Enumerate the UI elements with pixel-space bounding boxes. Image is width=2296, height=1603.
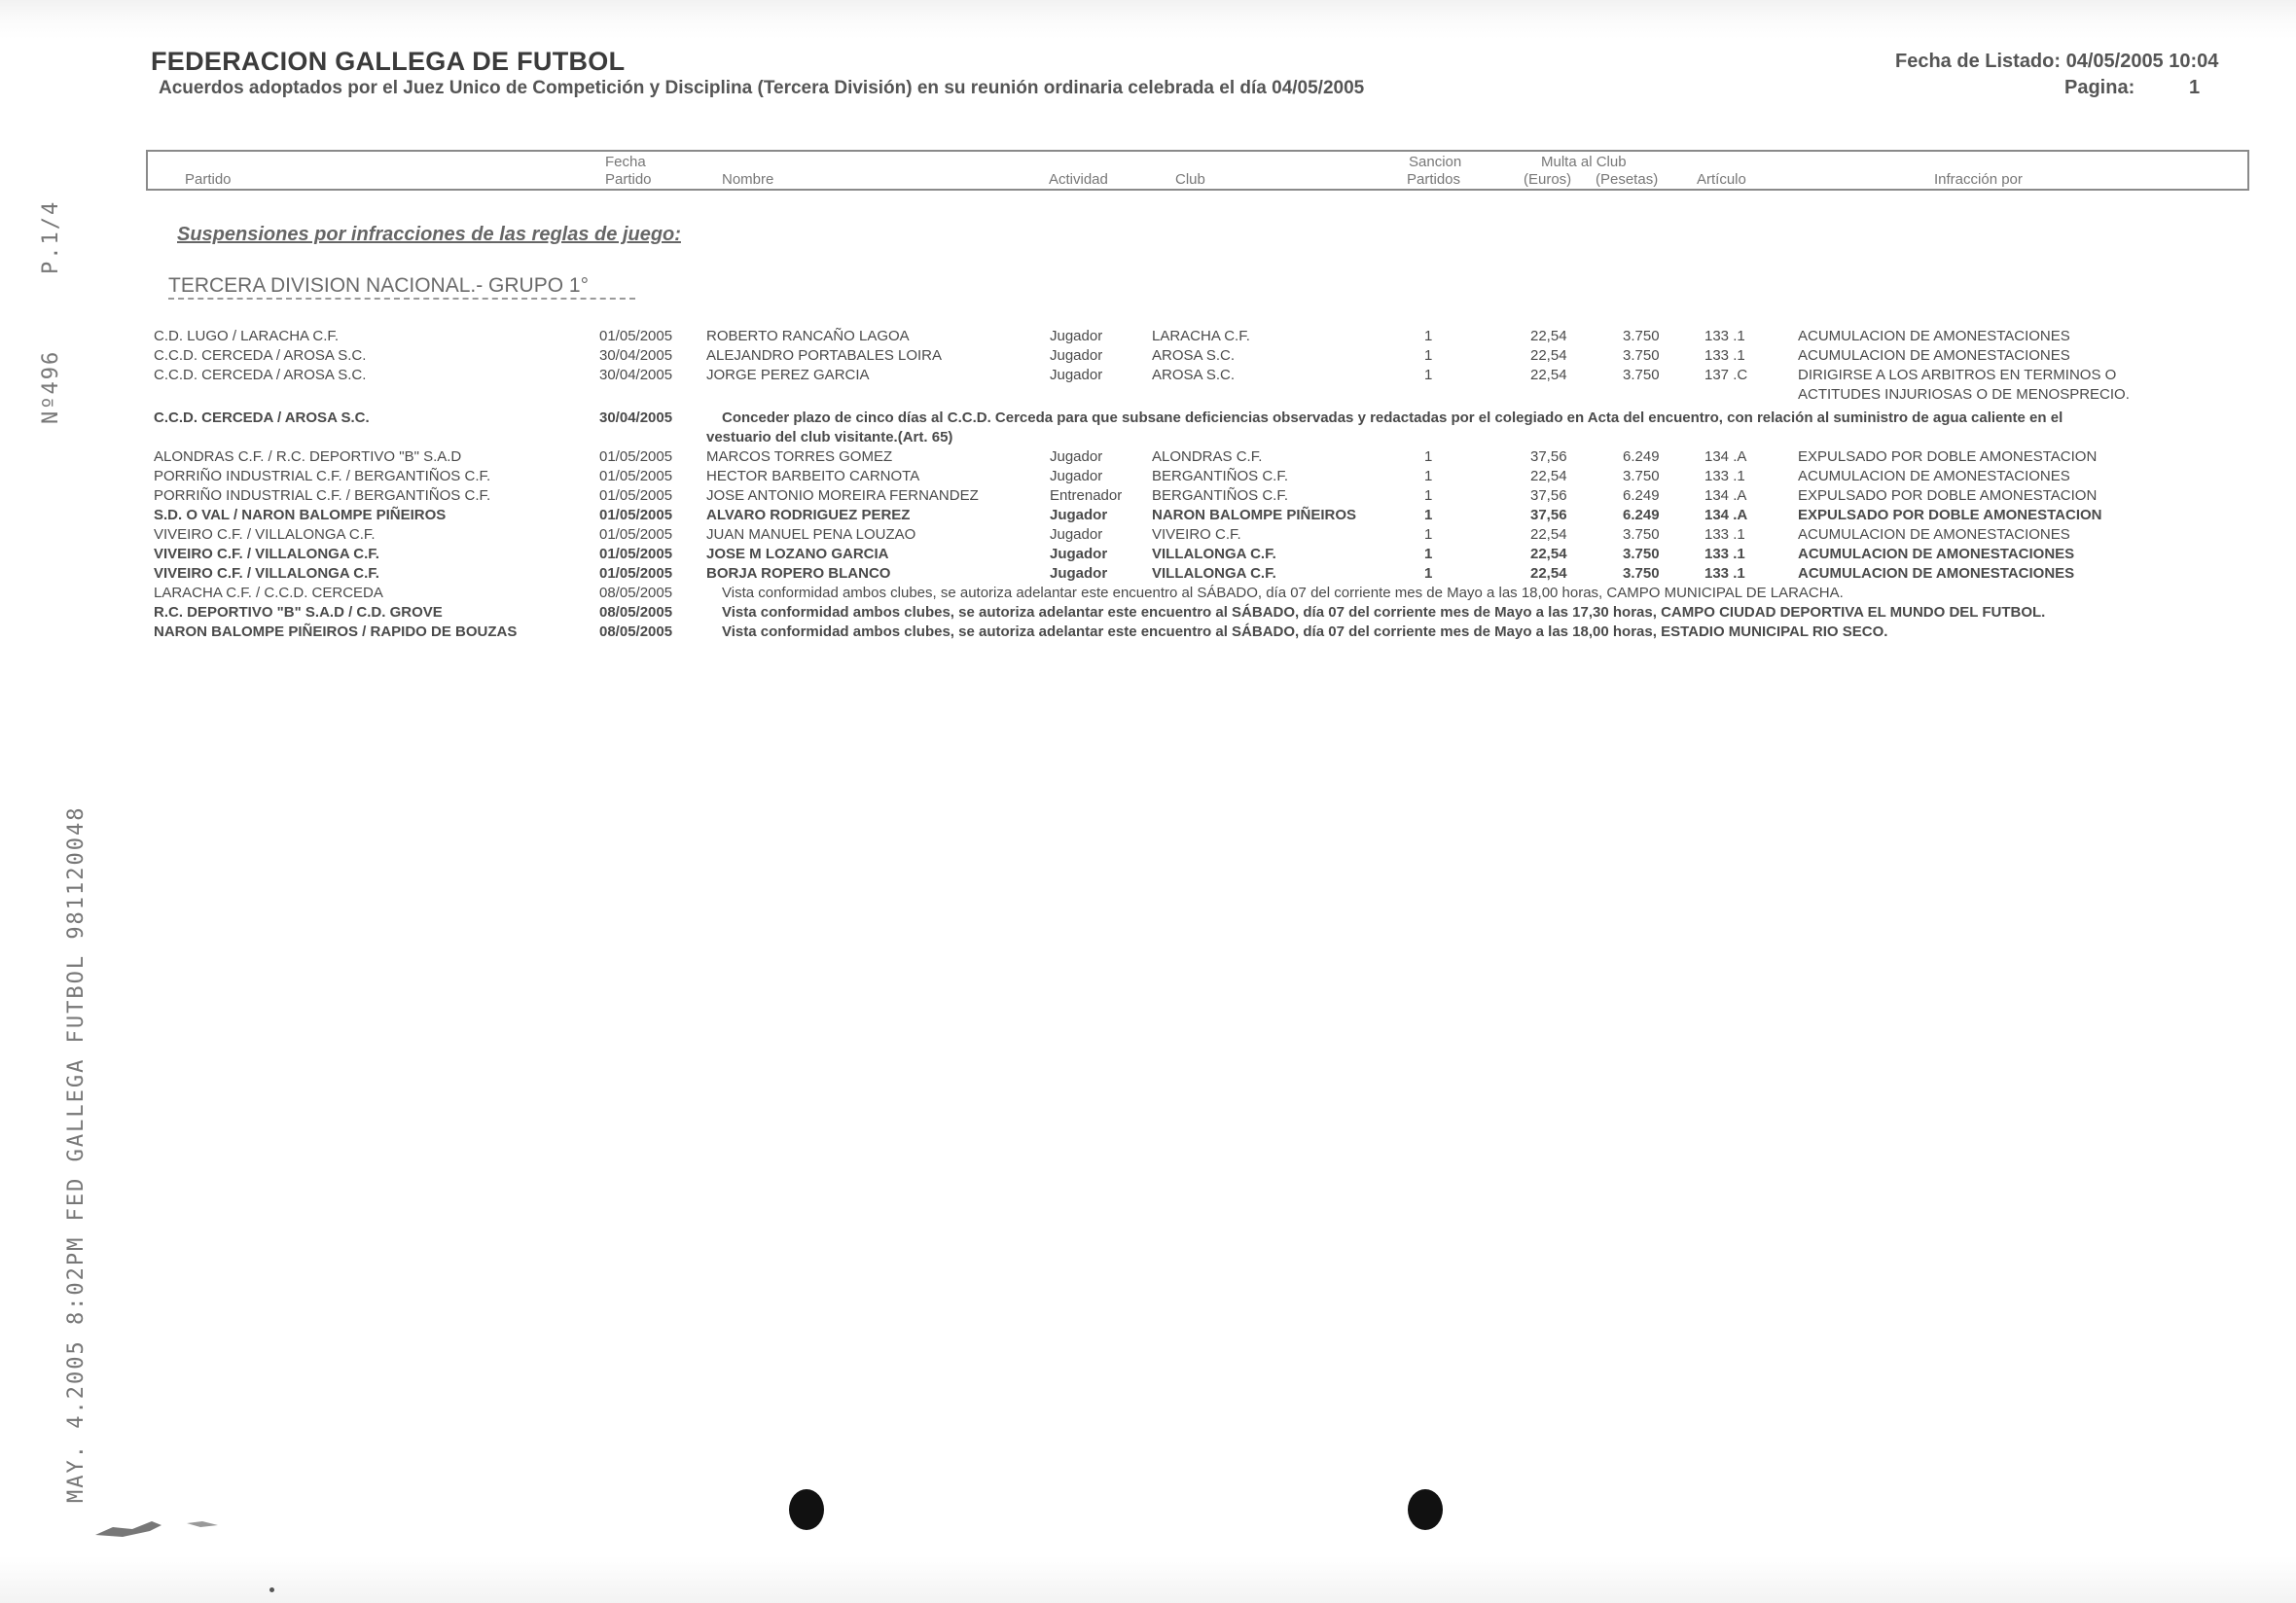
cell-partidos: 1 [1424,487,1433,504]
section-heading: Suspensiones por infracciones de las reglas de juego: [177,224,681,245]
schedule-text: Vista conformidad ambos clubes, se autoriza adelantar este encuentro al SÁBADO, día 07 del corriente mes de Mayo a las 17,30 horas, CAMPO CIUDAD DEPORTIVA EL MUNDO DEL FUTBOL. [722,604,2046,621]
cell-club: NARON BALOMPE PIÑEIROS [1152,507,1357,523]
cell-nombre: ALEJANDRO PORTABALES LOIRA [706,347,943,364]
cell-fecha: 30/04/2005 [599,367,673,383]
cell-partido: R.C. DEPORTIVO "B" S.A.D / C.D. GROVE [154,604,443,621]
page-number: 1 [2189,77,2201,98]
col-multa: Multa al Club [1541,154,1627,170]
cell-fecha: 08/05/2005 [599,623,673,640]
cell-euros: 22,54 [1530,468,1567,484]
cell-fecha: 01/05/2005 [599,487,673,504]
cell-fecha: 01/05/2005 [599,328,673,344]
cell-partido: C.C.D. CERCEDA / AROSA S.C. [154,367,367,383]
column-header-box [146,150,2249,191]
table-row [0,487,2296,507]
cell-euros: 37,56 [1530,507,1567,523]
cell-pesetas: 6.249 [1623,507,1660,523]
table-row [0,328,2296,347]
cell-club: AROSA S.C. [1152,347,1236,364]
cell-actividad: Jugador [1050,347,1103,364]
cell-partido: PORRIÑO INDUSTRIAL C.F. / BERGANTIÑOS C.F. [154,487,491,504]
cell-fecha: 01/05/2005 [599,526,673,543]
cell-partidos: 1 [1424,347,1433,364]
scan-dot-mark [269,1587,274,1592]
cell-euros: 22,54 [1530,546,1567,562]
table-row [0,468,2296,487]
table-row [0,526,2296,546]
cell-actividad: Jugador [1050,328,1103,344]
cell-nombre: BORJA ROPERO BLANCO [706,565,891,582]
cell-nombre: MARCOS TORRES GOMEZ [706,448,893,465]
cell-infraccion-continued: ACTITUDES INJURIOSAS O DE MENOSPRECIO. [1798,386,2130,403]
schedule-text: Vista conformidad ambos clubes, se autoriza adelantar este encuentro al SÁBADO, día 07 del corriente mes de Mayo a las 18,00 horas, CAMPO MUNICIPAL DE LARACHA. [722,585,1844,601]
cell-actividad: Jugador [1050,526,1103,543]
cell-partido: VIVEIRO C.F. / VILLALONGA C.F. [154,565,379,582]
schedule-row [0,585,2296,604]
cell-infraccion: DIRIGIRSE A LOS ARBITROS EN TERMINOS O [1798,367,2117,383]
cell-partido: LARACHA C.F. / C.C.D. CERCEDA [154,585,383,601]
cell-fecha: 08/05/2005 [599,604,673,621]
cell-infraccion: EXPULSADO POR DOBLE AMONESTACION [1798,448,2098,465]
cell-infraccion: ACUMULACION DE AMONESTACIONES [1798,328,2070,344]
cell-nombre: JOSE M LOZANO GARCIA [706,546,889,562]
cell-actividad: Jugador [1050,546,1108,562]
cell-club: AROSA S.C. [1152,367,1236,383]
cell-articulo: 133 .1 [1704,526,1745,543]
cell-club: BERGANTIÑOS C.F. [1152,487,1289,504]
cell-articulo: 134 .A [1704,448,1747,465]
cell-articulo: 133 .1 [1704,546,1745,562]
cell-articulo: 134 .A [1704,487,1747,504]
cell-infraccion: ACUMULACION DE AMONESTACIONES [1798,565,2075,582]
cell-euros: 22,54 [1530,328,1567,344]
group-heading-underline [168,298,635,300]
table-row-continuation [0,386,2296,406]
table-row [0,546,2296,565]
cell-pesetas: 3.750 [1623,565,1660,582]
table-row [0,565,2296,585]
document-title: FEDERACION GALLEGA DE FUTBOL [151,47,626,76]
note-text: Conceder plazo de cinco días al C.C.D. Cerceda para que subsane deficiencias observadas y redactadas por el colegiado en Acta del encuentro, con relación al suministro de agua caliente en el [722,410,2063,426]
cell-articulo: 133 .1 [1704,347,1745,364]
cell-nombre: ROBERTO RANCAÑO LAGOA [706,328,910,344]
col-club: Club [1175,171,1205,188]
cell-fecha: 01/05/2005 [599,468,673,484]
cell-partido: C.C.D. CERCEDA / AROSA S.C. [154,347,367,364]
note-row-continuation [0,429,2296,448]
cell-partidos: 1 [1424,546,1433,562]
cell-pesetas: 6.249 [1623,487,1660,504]
cell-articulo: 133 .1 [1704,468,1745,484]
col-partido: Partido [185,171,232,188]
cell-nombre: HECTOR BARBEITO CARNOTA [706,468,920,484]
cell-fecha: 30/04/2005 [599,347,673,364]
fax-document-number: Nº496 [39,349,63,424]
cell-fecha: 01/05/2005 [599,546,673,562]
cell-partidos: 1 [1424,507,1433,523]
cell-partidos: 1 [1424,328,1433,344]
cell-infraccion: EXPULSADO POR DOBLE AMONESTACION [1798,487,2098,504]
col-nombre: Nombre [722,171,774,188]
col-fecha-line2: Partido [605,171,652,188]
note-text-continued: vestuario del club visitante.(Art. 65) [706,429,953,445]
cell-pesetas: 3.750 [1623,347,1660,364]
cell-nombre: ALVARO RODRIGUEZ PEREZ [706,507,911,523]
cell-euros: 22,54 [1530,565,1567,582]
cell-partido: C.D. LUGO / LARACHA C.F. [154,328,340,344]
cell-partidos: 1 [1424,565,1433,582]
listing-date: Fecha de Listado: 04/05/2005 10:04 [1895,51,2219,72]
cell-partido: PORRIÑO INDUSTRIAL C.F. / BERGANTIÑOS C.F. [154,468,491,484]
cell-articulo: 137 .C [1704,367,1748,383]
cell-club: ALONDRAS C.F. [1152,448,1263,465]
cell-infraccion: ACUMULACION DE AMONESTACIONES [1798,347,2070,364]
col-fecha-line1: Fecha [605,154,646,170]
cell-euros: 22,54 [1530,526,1567,543]
group-heading: TERCERA DIVISION NACIONAL.- GRUPO 1° [168,274,589,297]
cell-pesetas: 3.750 [1623,367,1660,383]
cell-partido: NARON BALOMPE PIÑEIROS / RAPIDO DE BOUZAS [154,623,518,640]
cell-pesetas: 3.750 [1623,468,1660,484]
punch-hole-right [1408,1489,1443,1530]
cell-club: BERGANTIÑOS C.F. [1152,468,1289,484]
cell-infraccion: EXPULSADO POR DOBLE AMONESTACION [1798,507,2102,523]
fax-transmission-strip: MAY. 4.2005 8:02PM FED GALLEGA FUTBOL 981120048 [64,805,89,1503]
col-sancion-line2: Partidos [1407,171,1461,188]
cell-actividad: Entrenador [1050,487,1123,504]
schedule-text: Vista conformidad ambos clubes, se autoriza adelantar este encuentro al SÁBADO, día 07 del corriente mes de Mayo a las 18,00 horas, ESTADIO MUNICIPAL RIO SECO. [722,623,1888,640]
cell-actividad: Jugador [1050,367,1103,383]
cell-fecha: 01/05/2005 [599,565,673,582]
col-euros: (Euros) [1524,171,1572,188]
table-row [0,347,2296,367]
scan-smudge-mark [93,1517,230,1539]
cell-club: LARACHA C.F. [1152,328,1250,344]
cell-articulo: 133 .1 [1704,328,1745,344]
document-subtitle: Acuerdos adoptados por el Juez Unico de Competición y Disciplina (Tercera División) en su reunión ordinaria celebrada el día 04/05/2005 [159,78,1365,98]
cell-club: VILLALONGA C.F. [1152,565,1276,582]
cell-fecha: 01/05/2005 [599,507,673,523]
cell-partido: VIVEIRO C.F. / VILLALONGA C.F. [154,526,376,543]
cell-partidos: 1 [1424,367,1433,383]
cell-partidos: 1 [1424,526,1433,543]
cell-nombre: JOSE ANTONIO MOREIRA FERNANDEZ [706,487,979,504]
col-sancion-line1: Sancion [1409,154,1462,170]
cell-actividad: Jugador [1050,507,1108,523]
col-articulo: Artículo [1697,171,1746,188]
cell-actividad: Jugador [1050,565,1108,582]
schedule-row [0,623,2296,643]
cell-infraccion: ACUMULACION DE AMONESTACIONES [1798,546,2075,562]
cell-partido: S.D. O VAL / NARON BALOMPE PIÑEIROS [154,507,447,523]
cell-pesetas: 6.249 [1623,448,1660,465]
cell-fecha: 08/05/2005 [599,585,673,601]
cell-euros: 37,56 [1530,448,1567,465]
cell-pesetas: 3.750 [1623,526,1660,543]
cell-fecha: 01/05/2005 [599,448,673,465]
cell-fecha: 30/04/2005 [599,410,673,426]
fax-page-code: P.1/4 [39,199,63,274]
cell-articulo: 134 .A [1704,507,1748,523]
cell-partidos: 1 [1424,448,1433,465]
cell-infraccion: ACUMULACION DE AMONESTACIONES [1798,526,2070,543]
cell-actividad: Jugador [1050,448,1103,465]
cell-nombre: JORGE PEREZ GARCIA [706,367,870,383]
table-row [0,367,2296,386]
col-infraccion: Infracción por [1934,171,2023,188]
col-pesetas: (Pesetas) [1596,171,1659,188]
cell-infraccion: ACUMULACION DE AMONESTACIONES [1798,468,2070,484]
cell-pesetas: 3.750 [1623,546,1660,562]
note-row [0,410,2296,429]
cell-articulo: 133 .1 [1704,565,1745,582]
cell-partidos: 1 [1424,468,1433,484]
cell-club: VILLALONGA C.F. [1152,546,1276,562]
cell-euros: 22,54 [1530,347,1567,364]
cell-partido: C.C.D. CERCEDA / AROSA S.C. [154,410,370,426]
cell-pesetas: 3.750 [1623,328,1660,344]
cell-actividad: Jugador [1050,468,1103,484]
cell-euros: 22,54 [1530,367,1567,383]
cell-partido: ALONDRAS C.F. / R.C. DEPORTIVO "B" S.A.D [154,448,462,465]
cell-nombre: JUAN MANUEL PENA LOUZAO [706,526,916,543]
punch-hole-left [789,1489,824,1530]
cell-euros: 37,56 [1530,487,1567,504]
cell-partido: VIVEIRO C.F. / VILLALONGA C.F. [154,546,379,562]
cell-club: VIVEIRO C.F. [1152,526,1241,543]
page-label: Pagina: [2064,77,2135,98]
schedule-row [0,604,2296,623]
table-row [0,507,2296,526]
col-actividad: Actividad [1049,171,1108,188]
table-row [0,448,2296,468]
